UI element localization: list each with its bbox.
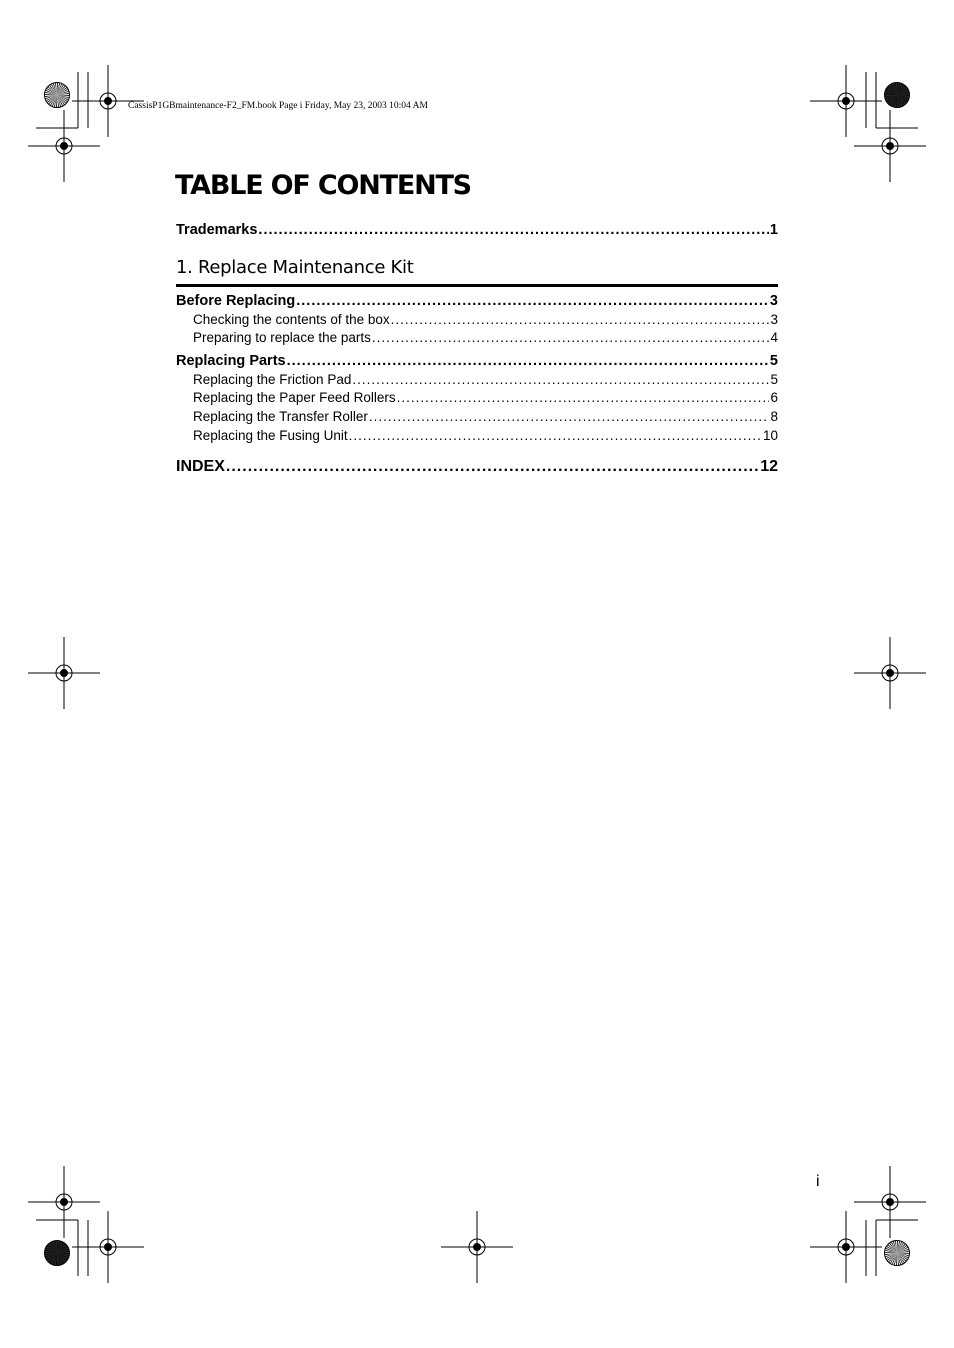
starburst-target-icon [45,83,70,108]
chapter-heading: 1. Replace Maintenance Kit [176,257,414,278]
toc-page-number: 10 [762,428,778,443]
toc-entry-label: Preparing to replace the parts [193,330,371,345]
print-header: CassisP1GBmaintenance-F2_FM.book Page i Friday, May 23, 2003 10:04 AM [128,101,428,111]
toc-entry-replacing-parts[interactable] [176,353,778,371]
dot-leader [287,353,769,369]
crosshair-registration-icon [441,1211,513,1283]
toc-page-number: 6 [770,390,778,405]
dot-leader [296,293,769,309]
toc-entry-label: Checking the contents of the box [193,312,390,327]
page-number: i [816,1173,820,1190]
toc-entry-label: Replacing the Transfer Roller [193,409,368,424]
toc-entry-fusing-unit[interactable] [193,428,778,446]
starburst-target-icon [885,83,910,108]
dot-leader [226,458,759,476]
page-title: TABLE OF CONTENTS [175,170,471,201]
toc-page-number: 4 [770,330,778,345]
toc-page-number: 3 [769,293,778,309]
toc-entry-label: Replacing the Friction Pad [193,372,352,387]
dot-leader [369,409,770,424]
dot-leader [397,390,770,405]
toc-entry-label: Replacing Parts [176,353,286,369]
toc-entry-paper-feed-rollers[interactable] [193,390,778,408]
toc-page-number: 3 [770,312,778,327]
toc-entry-label: Replacing the Fusing Unit [193,428,348,443]
chapter-rule [176,284,778,287]
crosshair-registration-icon [810,1211,882,1283]
dot-leader [349,428,762,443]
toc-entry-friction-pad[interactable] [193,372,778,390]
toc-entry-label: INDEX [176,458,225,475]
toc-entry-trademarks[interactable] [176,222,778,240]
toc-page-number: 5 [770,372,778,387]
dot-leader [352,372,769,387]
starburst-target-icon [885,1241,910,1266]
crosshair-registration-icon [28,110,100,182]
starburst-target-icon [45,1241,70,1266]
crosshair-registration-icon [854,110,926,182]
toc-page-number: 8 [770,409,778,424]
toc-page-number: 5 [769,353,778,369]
crosshair-registration-icon [810,65,882,137]
toc-entry-label: Trademarks [176,222,258,238]
toc-entry-before-replacing[interactable] [176,293,778,311]
toc-entry-index[interactable] [176,458,778,478]
toc-entry-checking-contents[interactable] [193,312,778,330]
crosshair-registration-icon [28,1166,100,1238]
crosshair-registration-icon [854,1166,926,1238]
crosshair-registration-icon [72,1211,144,1283]
toc-entry-preparing-parts[interactable] [193,330,778,348]
dot-leader [391,312,770,327]
toc-entry-transfer-roller[interactable] [193,409,778,427]
toc-page-number: 12 [760,458,778,475]
dot-leader [258,222,769,238]
toc-entry-label: Replacing the Paper Feed Rollers [193,390,396,405]
crosshair-registration-icon [854,637,926,709]
dot-leader [372,330,770,345]
toc-entry-label: Before Replacing [176,293,296,309]
toc-page-number: 1 [769,222,778,238]
crosshair-registration-icon [28,637,100,709]
